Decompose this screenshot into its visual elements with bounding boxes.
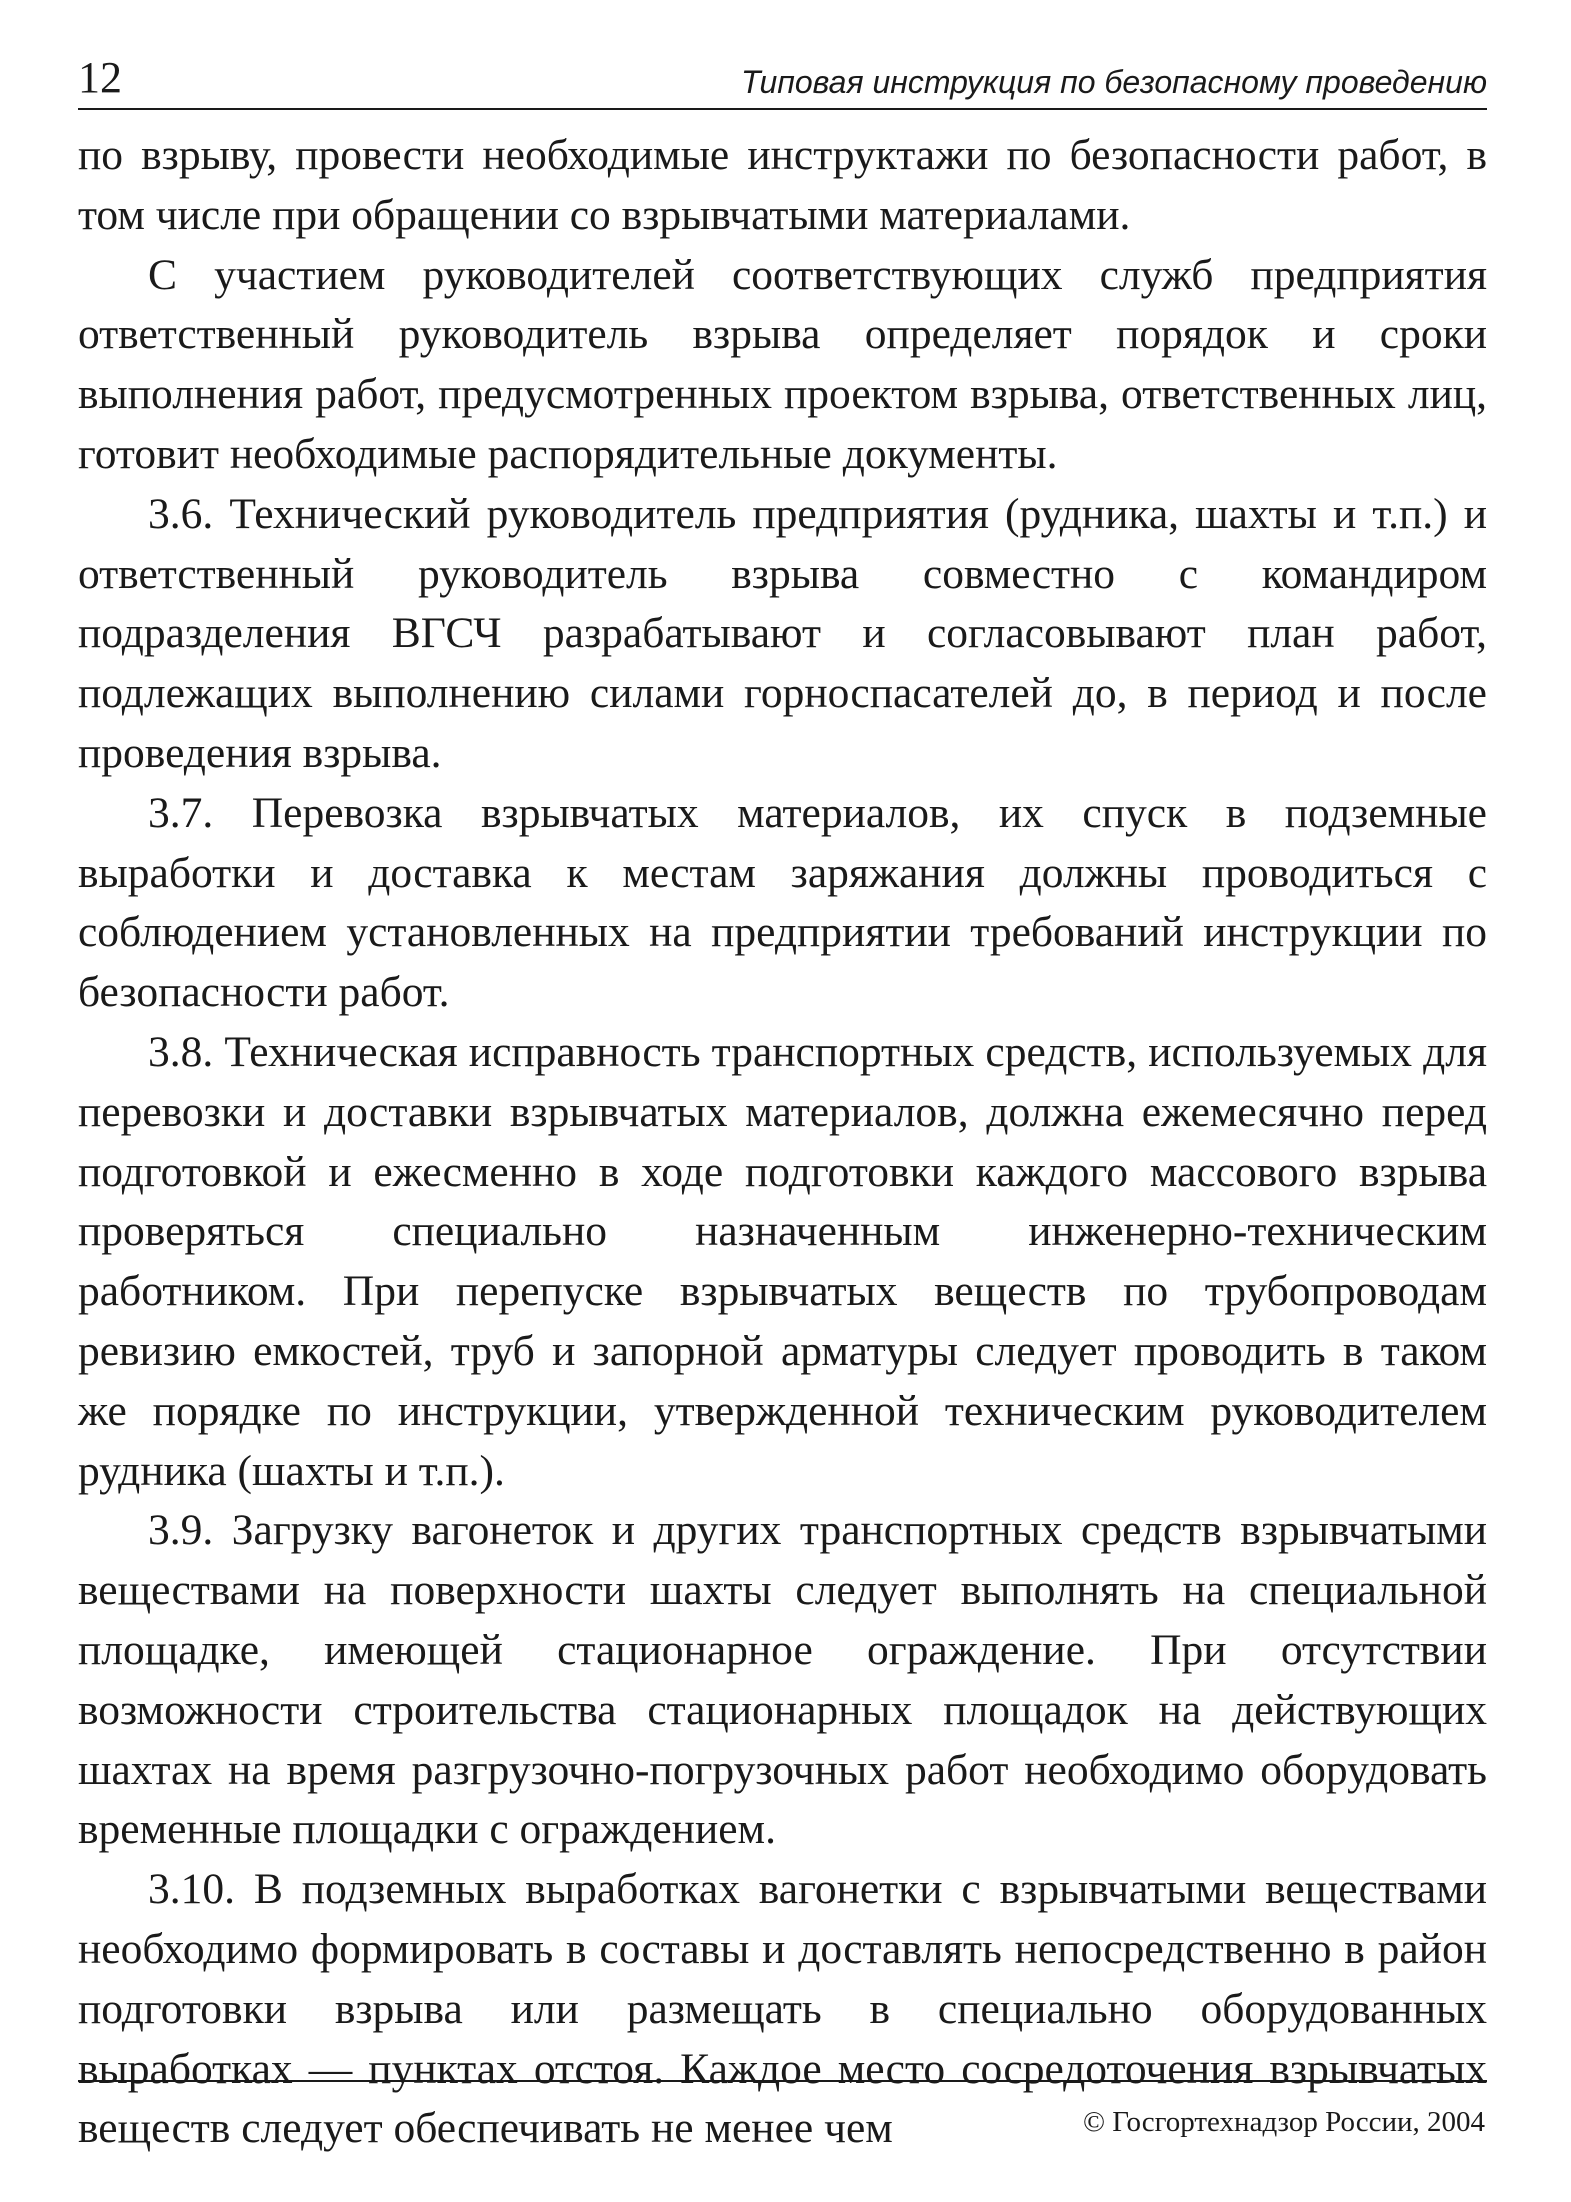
header-rule (78, 108, 1487, 110)
paragraph-continuation: по взрыву, провести необходимые инструктажи по безопасности работ, в том числе при обращении со взрывчатыми материалами. (78, 131, 1487, 239)
paragraph-responsible-head: С участием руководителей соответствующих служб предприятия ответственный руководитель взрыва определяет порядок и сроки выполнения работ, предусмотренных проектом взрыва, ответственных лиц, готовит необходимые распорядительные документы. (78, 250, 1487, 478)
paragraph-3-6: 3.6. Технический руководитель предприятия (рудника, шахты и т.п.) и ответственный руководитель взрыва совместно с командиром подразделения ВГСЧ разрабатывают и согласовывают план работ, подлежащих выполнению силами горноспасателей до, в период и после проведения взрыва. (78, 489, 1487, 777)
paragraph-3-7: 3.7. Перевозка взрывчатых материалов, их спуск в подземные выработки и доставка к местам заряжания должны проводиться с соблюдением установленных на предприятии требований инструкции по безопасности работ. (78, 788, 1487, 1017)
footer-rule (78, 2080, 1487, 2082)
page-number: 12 (78, 53, 122, 102)
paragraph-3-8: 3.8. Техническая исправность транспортных средств, используемых для перевозки и доставки взрывчатых материалов, должна ежемесячно перед подготовкой и ежесменно в ходе подготовки каждого массового взрыва проверяться специально назначенным инженерно-техническим работником. При перепуске взрывчатых веществ по трубопроводам ревизию емкостей, труб и запорной арматуры следует проводить в таком же порядке по инструкции, утвержденной техническим руководителем рудника (шахты и т.п.). (78, 1027, 1487, 1495)
paragraph-3-10: 3.10. В подземных выработках вагонетки с взрывчатыми веществами необходимо формировать в составы и доставлять непосредственно в район подготовки взрыва или размещать в специально оборудованных выработках — пунктах отстоя. Каждое место сосредоточения взрывчатых веществ следует обеспечивать не менее чем (78, 1865, 1487, 2153)
footer-copyright: © Госгортехнадзор России, 2004 (1083, 2106, 1485, 2138)
paragraph-3-9: 3.9. Загрузку вагонеток и других транспортных средств взрывчатыми веществами на поверхности шахты следует выполнять на специальной площадке, имеющей стационарное ограждение. При отсутствии возможности строительства стационарных площадок на действующих шахтах на время разгрузочно-погрузочных работ необходимо оборудовать временные площадки с ограждением. (78, 1506, 1487, 1854)
running-header: Типовая инструкция по безопасному проведению (740, 64, 1487, 100)
body-text (78, 126, 1487, 2159)
